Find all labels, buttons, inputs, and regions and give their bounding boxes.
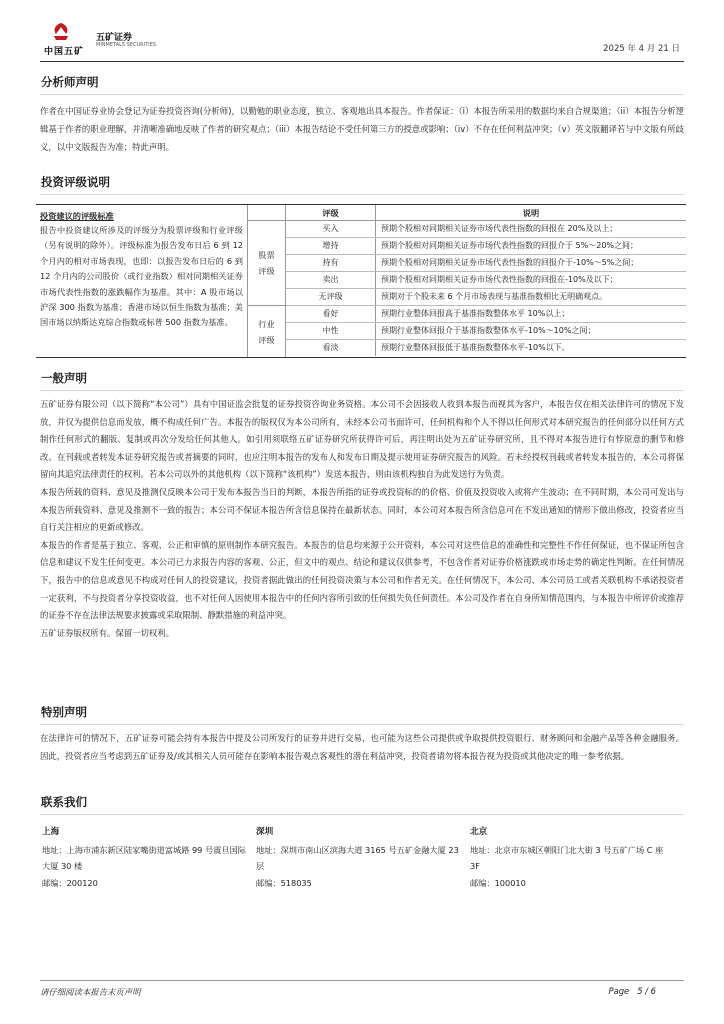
office-postcode: 邮编：518035 [256,877,312,888]
general-paragraph: 五矿证券版权所有。保留一切权利。 [40,627,174,638]
rating-desc: 预期个股相对同期相关证券市场代表性指数的回报在-10%及以下； [381,275,618,284]
minmetals-logo-icon [50,22,72,42]
footer-disclaimer-note: 请仔细阅读本报告末页声明 [40,987,141,997]
office-city: 北京 [470,827,488,837]
office-address: 地址：北京市东城区朝阳门北大街 3 号五矿广场 C 座 3F [470,844,664,871]
page-label: Page [608,986,630,996]
table-row [286,272,686,289]
rating-desc: 预期行业整体回报低于基准指数整体水平-10%以下。 [381,343,570,352]
table-row [286,255,686,272]
stock-rating-label: 股票评级 [248,221,286,306]
section-divider [40,814,684,815]
office-postcode: 邮编：200120 [42,877,98,888]
office-shenzhen [256,824,461,891]
special-statement-text: 在法律许可的情况下，五矿证券可能会持有本报告中提及公司所发行的证券并进行交易，也可能为这些公司提供或争取提供投资银行、财务顾问和金融产品等各种金融服务。因此，投资者应当考虑到五矿证券及/或其相关人员可能存在影响本报告观点客观性的潜在利益冲突，投资者请勿将本报告视为投资或其他决定的唯一参考依据。 [40,733,684,761]
header-rating: 评级 [286,205,376,221]
rating-desc: 预期行业整体回报高于基准指数整体水平 10%以上； [381,309,570,318]
rating-desc: 预期行业整体回报介于基准指数整体水平-10%～10%之间； [381,326,596,335]
office-address: 地址：上海市浦东新区陆家嘴街道富城路 99 号震旦国际大厦 30 楼 [42,844,246,871]
special-statement-title: 特别声明 [41,705,87,719]
office-city: 深圳 [256,827,274,837]
rating-value: 看好 [286,306,376,322]
office-postcode: 邮编：100010 [470,877,526,888]
table-row [286,238,686,255]
rating-table [36,204,686,358]
header-description: 说明 [522,208,540,218]
office-city: 上海 [42,827,60,837]
industry-rating-label: 行业评级 [248,306,286,357]
general-paragraph: 本报告所载的资料、意见及推测仅反映本公司于发布本报告当日的判断，本报告所指的证券或投资标的的价格、价值及投资收入或将产生波动；在不同时期，本公司可发出与本报告所载资料、意见及推测不一致的报告；本公司不保证本报告所含信息保持在最新状态。同时，本公司对本报告所含信息可在不发出通知的情形下做出修改，投资者应当自行关注相应的更新或修改。 [40,486,684,533]
logo-company-name: 中国五矿 [44,47,85,57]
rating-value: 看淡 [286,340,376,356]
table-row [286,289,686,306]
table-row [286,306,686,323]
rating-table-header [286,205,686,221]
rating-desc: 预期对于个股未来 6 个月市场表现与基准指数相比无明确观点。 [381,292,608,301]
analyst-statement-text: 作者在中国证券业协会登记为证券投资咨询(分析师)，以勤勉的职业态度，独立、客观地出具本报告。作者保证：（i）本报告所采用的数据均来自合规渠道；（ii）本报告分析逻辑基于作者的职业理解，并清晰准确地反映了作者的研究观点；（iii）本报告结论不受任何第三方的授意或影响；（iv）不存在任何利益冲突；（v）英文版翻译若与中文版有所歧义，以中文版报告为准；特此声明。 [40,106,684,152]
section-divider [40,194,684,195]
rating-standard-cell [36,205,248,357]
rating-value: 持有 [286,255,376,271]
page-number [609,986,656,996]
report-date: 2025 年 4 月 21 日 [603,44,680,54]
logo-brand-subtitle: MINMETALS SECURITIES [96,42,156,48]
analyst-statement-title: 分析师声明 [41,75,99,89]
office-address: 地址：深圳市南山区滨海大道 3165 号五矿金融大厦 23 层 [256,844,459,871]
general-paragraph: 五矿证券有限公司（以下简称“本公司”）具有中国证监会批复的证券投资咨询业务资格。本公司不会因接收人收到本报告而视其为客户，本报告仅在相关法律许可的情况下发放，并仅为提供信息而发放，概不构成任何广告。本报告的版权仅为本公司所有，未经本公司书面许可，任何机构和个人不得以任何形式对本研究报告的任何部分以任何方式制作任何形式的翻版、复制或再次分发给任何其他人。如引用须联络五矿证券研究所获得许可后，再注明出处为五矿证券研究所，且不得对本报告进行有悖原意的删节和修改。在刊载或者转发本证券研究报告或者摘要的同时，也应注明本报告的发布人和发布日期及提示使用证券研究报告的风险。若未经授权刊载或者转发本报告的，本公司将保留向其追究法律责任的权利。若本公司以外的其他机构（以下简称“该机构”）发送本报告，则由该机构独自为此发送行为负责。 [40,399,684,480]
rating-standard-text: 报告中投资建议所涉及的评级分为股票评级和行业评级（另有说明的除外）。评级标准为报告发布日后 6 到 12 个月内的相对市场表现，也即：以报告发布日后的 6 到 12 个月内的公司股价（或行业指数）相对同期相关证券市场代表性指数的涨跌幅作为基准。其中：A 股市场以沪深 300 指数为基准；香港市场以恒生指数为基准；美国市场以纳斯达克综合指数或标普 500 指数为基准。 [40,225,243,328]
section-divider [40,94,684,95]
rating-title: 投资评级说明 [41,175,110,189]
rating-standard-title: 投资建议的评级标准 [40,211,114,221]
general-statement-body [40,396,684,642]
page-count: 5 / 6 [637,986,656,996]
office-beijing [470,824,675,891]
rating-value: 无评级 [286,289,376,305]
contact-title: 联系我们 [41,795,87,809]
rating-desc: 预期个股相对同期相关证券市场代表性指数的回报在 20%及以上； [381,224,618,233]
general-statement-title: 一般声明 [41,371,87,385]
section-divider [40,390,684,391]
rating-desc: 预期个股相对同期相关证券市场代表性指数的回报介于-10%～5%之间； [381,258,639,267]
logo-brand-name: 五矿证券 [96,33,133,43]
section-divider [40,724,684,725]
general-paragraph: 本报告的作者是基于独立、客观、公正和审慎的原则制作本研究报告。本报告的信息均来源于公开资料，本公司对这些信息的准确性和完整性不作任何保证，也不保证所包含信息和建议不发生任何变更。本公司已力求报告内容的客观、公正，但文中的观点、结论和建议仅供参考，不包含作者对证券价格涨跌或市场走势的确定性判断。在任何情况下，报告中的信息或意见不构成对任何人的投资建议，投资者据此做出的任何投资决策与本公司和作者无关。在任何情况下，本公司、本公司员工或者关联机构不承诺投资者一定获利，不与投资者分享投资收益，也不对任何人因使用本报告中的任何内容所引致的任何损失负任何责任。本公司及作者在自身所知情范围内，与本报告中所评价或推荐的证券不存在法律法规要求披露或采取限制、静默措施的利益冲突。 [40,539,684,621]
rating-desc: 预期个股相对同期相关证券市场代表性指数的回报介于 5%～20%之间； [381,241,639,250]
table-row [286,221,686,238]
page-footer [40,980,684,1002]
table-row [286,340,686,357]
rating-value: 卖出 [286,272,376,288]
rating-value: 买入 [286,221,376,237]
table-row [286,323,686,340]
rating-head-blank [248,205,286,221]
office-shanghai [42,824,247,891]
page-header [40,22,684,62]
rating-value: 中性 [286,323,376,339]
rating-value: 增持 [286,238,376,254]
